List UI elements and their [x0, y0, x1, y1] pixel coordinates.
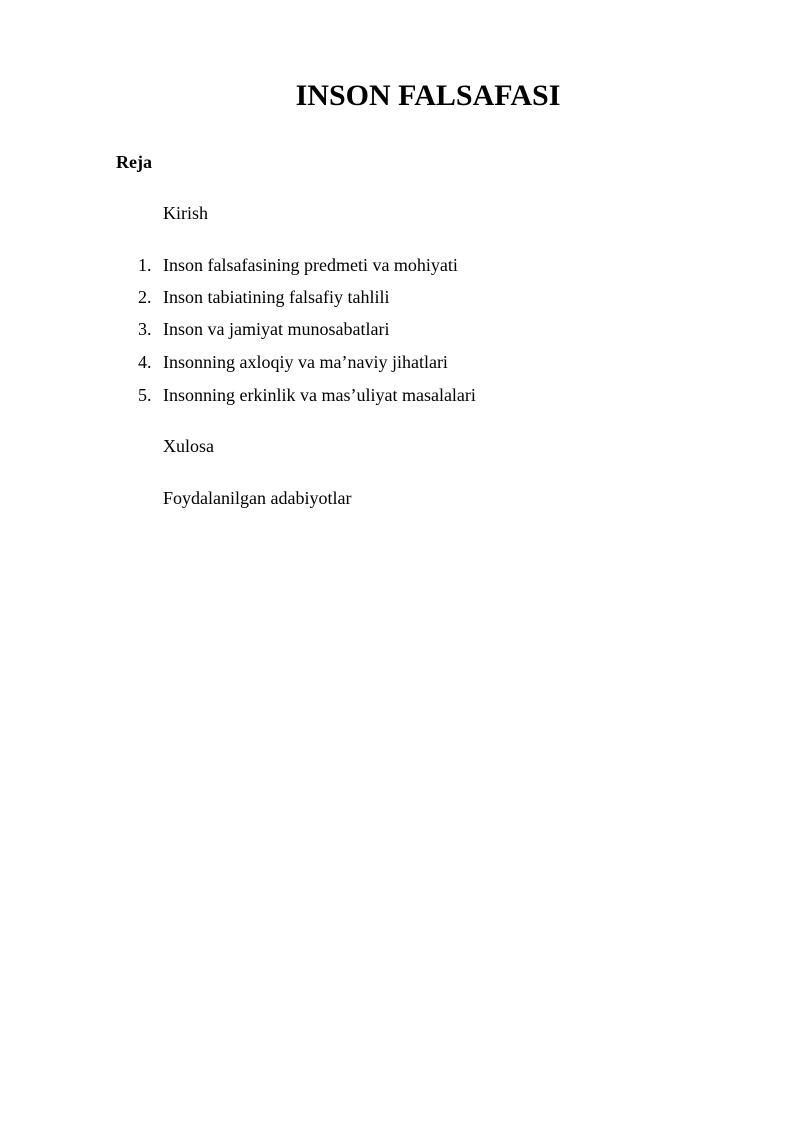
list-item-number: 2. — [138, 287, 152, 307]
list-item-number: 4. — [138, 352, 152, 372]
conclusion-line: Xulosa — [163, 436, 214, 456]
references-line: Foydalanilgan adabiyotlar — [163, 488, 352, 508]
plan-heading: Reja — [116, 152, 152, 172]
intro-line: Kirish — [163, 203, 208, 223]
list-item-text: Inson tabiatining falsafiy tahlili — [163, 287, 390, 307]
page-title: INSON FALSAFASI — [295, 79, 561, 112]
list-item-text: Insonning erkinlik va mas’uliyat masalalari — [163, 385, 476, 405]
list-item-number: 1. — [138, 255, 152, 275]
list-item-number: 5. — [138, 385, 152, 405]
list-item-text: Inson falsafasining predmeti va mohiyati — [163, 255, 458, 275]
list-item-text: Inson va jamiyat munosabatlari — [163, 319, 390, 339]
list-item-number: 3. — [138, 319, 152, 339]
list-item-text: Insonning axloqiy va ma’naviy jihatlari — [163, 352, 448, 372]
